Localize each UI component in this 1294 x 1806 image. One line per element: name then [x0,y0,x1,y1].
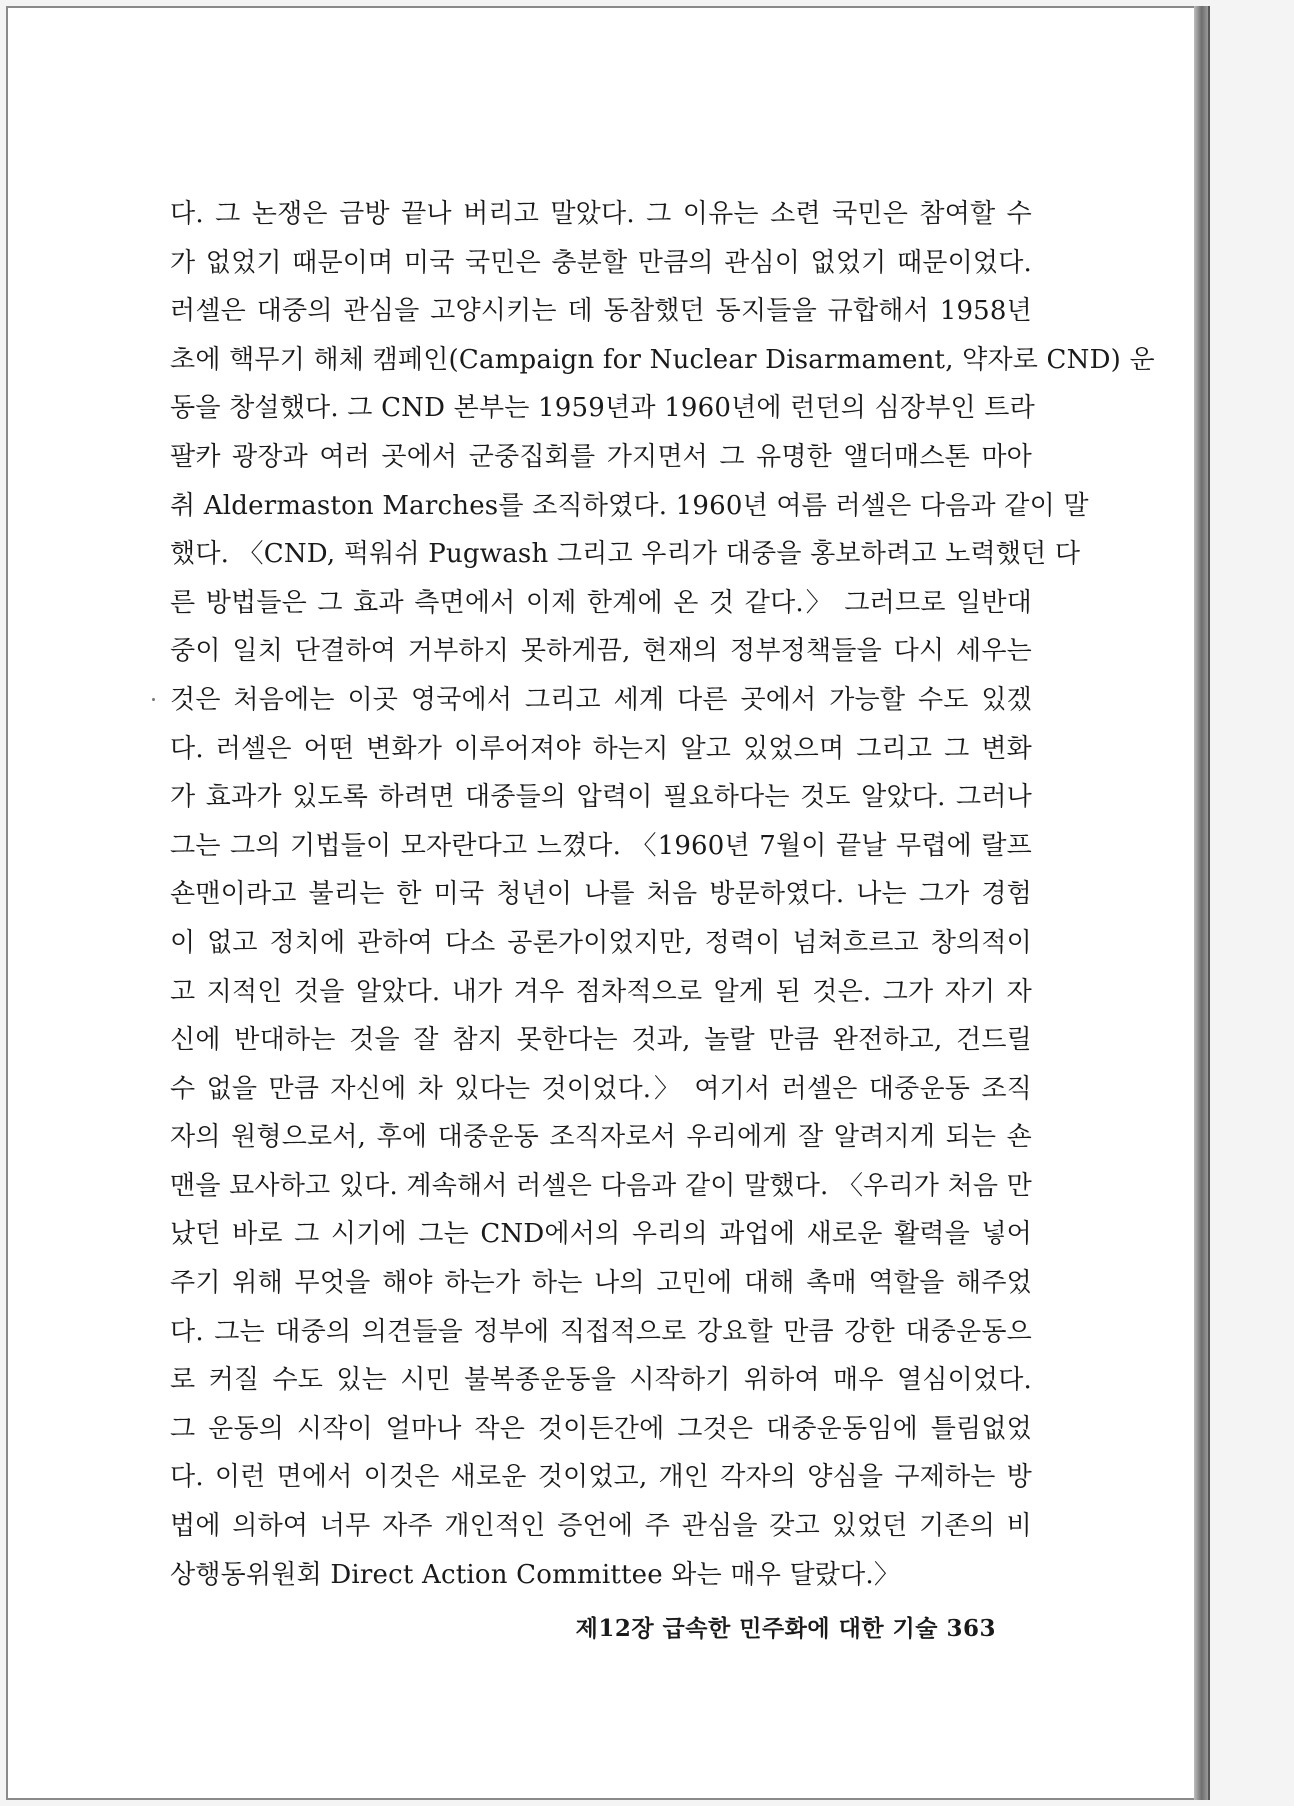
text-line: 팔카 광장과 여러 곳에서 군중집회를 가지면서 그 유명한 앨더매스톤 마아 [170,441,1032,472]
text-line: 신에 반대하는 것을 잘 참지 못한다는 것과, 놀랄 만큼 완전하고, 건드릴 [170,1025,1032,1056]
text-line: 동을 창설했다. 그 CND 본부는 1959년과 1960년에 런던의 심장부인 트라 [170,393,1035,424]
running-footer: 제12장 급속한 민주화에 대한 기술 363 [575,1615,996,1642]
text-line: 다. 그 논쟁은 금방 끝나 버리고 말았다. 그 이유는 소련 국민은 참여할 수 [170,199,1032,229]
text-line: 가 없었기 때문이며 미국 국민은 충분할 만큼의 관심이 없었기 때문이었다. [170,247,1032,278]
text-line: 로 커질 수도 있는 시민 불복종운동을 시작하기 위하여 매우 열심이었다. [170,1365,1032,1396]
body-text [170,190,1155,1599]
text-line: 다. 그는 대중의 의견들을 정부에 직접적으로 강요할 만큼 강한 대중운동으 [170,1316,1032,1347]
text-line: 가 효과가 있도록 하려면 대중들의 압력이 필요하다는 것도 알았다. 그러나 [170,782,1032,813]
text-line: 것은 처음에는 이곳 영국에서 그리고 세계 다른 곳에서 가능할 수도 있겠 [170,684,1032,715]
text-line: 맨을 묘사하고 있다. 계속해서 러셀은 다음과 같이 말했다. 〈우리가 처음 만 [170,1170,1032,1201]
text-line: 고 지적인 것을 알았다. 내가 겨우 점차적으로 알게 된 것은. 그가 자기 자 [170,976,1032,1007]
text-line: 중이 일치 단결하여 거부하지 못하게끔, 현재의 정부정책들을 다시 세우는 [170,636,1032,667]
text-line: 취 Aldermaston Marches를 조직하였다. 1960년 여름 러셀은 다음과 같이 말 [170,490,1089,521]
background-margin [1210,0,1294,1806]
text-line: 자의 원형으로서, 후에 대중운동 조직자로서 우리에게 잘 알려지게 되는 숀 [170,1122,1032,1153]
text-line: 했다. 〈CND, 퍽워쉬 Pugwash 그리고 우리가 대중을 홍보하려고 노력했던 다 [170,539,1081,570]
text-line: 초에 핵무기 해체 캠페인(Campaign for Nuclear Disarmament, 약자로 CND) 운 [170,344,1155,375]
scan-speck [152,698,155,701]
text-line: 이 없고 정치에 관하여 다소 공론가이었지만, 정력이 넘쳐흐르고 창의적이 [170,927,1032,958]
text-line: 다. 이런 면에서 이것은 새로운 것이었고, 개인 각자의 양심을 구제하는 방 [170,1462,1032,1493]
text-line: 그 운동의 시작이 얼마나 작은 것이든간에 그것은 대중운동임에 틀림없었 [170,1413,1032,1444]
text-line: 상행동위원회 Direct Action Committee 와는 매우 달랐다.〉 [170,1559,901,1590]
text-line: 러셀은 대중의 관심을 고양시키는 데 동참했던 동지들을 규합해서 1958년 [170,296,1032,327]
text-line: 다. 러셀은 어떤 변화가 이루어져야 하는지 알고 있었으며 그리고 그 변화 [170,733,1032,764]
text-line: 법에 의하여 너무 자주 개인적인 증언에 주 관심을 갖고 있었던 기존의 비 [170,1511,1032,1542]
text-line: 숀맨이라고 불리는 한 미국 청년이 나를 처음 방문하였다. 나는 그가 경험 [170,879,1032,910]
text-line: 수 없을 만큼 자신에 차 있다는 것이었다.〉 여기서 러셀은 대중운동 조직 [170,1073,1032,1104]
text-line: 그는 그의 기법들이 모자란다고 느꼈다. 〈1960년 7월이 끝날 무렵에 랄프 [170,830,1032,861]
page-edge-shadow [1194,6,1210,1800]
text-line: 른 방법들은 그 효과 측면에서 이제 한계에 온 것 같다.〉 그러므로 일반대 [170,587,1032,618]
text-line: 났던 바로 그 시기에 그는 CND에서의 우리의 과업에 새로운 활력을 넣어 [170,1219,1032,1250]
text-line: 주기 위해 무엇을 해야 하는가 하는 나의 고민에 대해 촉매 역할을 해주었 [170,1268,1032,1299]
